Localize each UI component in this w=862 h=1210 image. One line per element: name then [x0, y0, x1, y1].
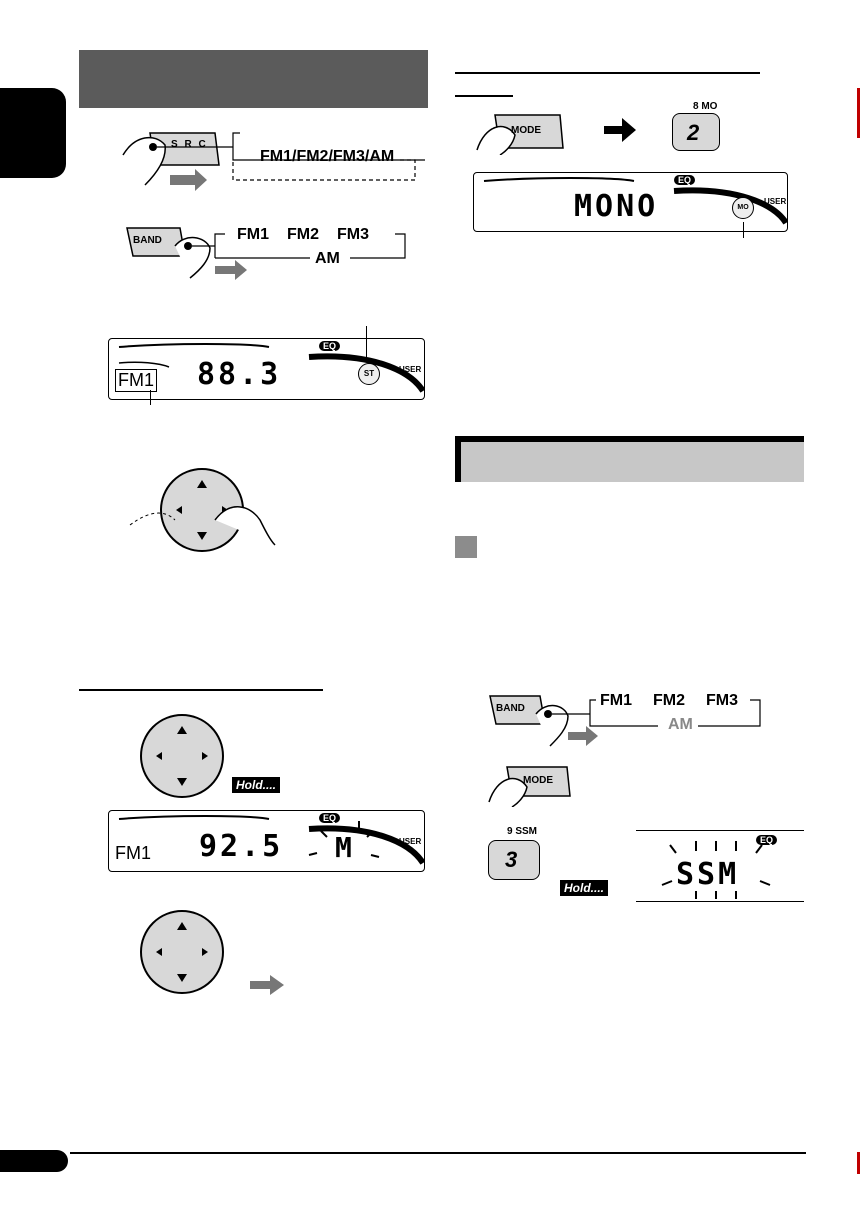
page-number-tab	[0, 1150, 68, 1172]
preset-2-button[interactable]	[672, 113, 720, 151]
ssm-band-fm2: FM2	[653, 692, 685, 709]
radio-display-preset	[108, 810, 425, 872]
mode-button-label: MODE	[511, 125, 541, 136]
src-flow-illustration	[115, 105, 435, 195]
ssm-display-text: SSM	[676, 857, 740, 892]
ssm-band-fm1: FM1	[600, 692, 632, 709]
subheading-rule-left	[79, 689, 323, 691]
ssm-display	[636, 830, 804, 902]
band-button-illustration	[125, 218, 425, 283]
st-callout-line	[366, 326, 367, 361]
preset-2-top-label: 8 MO	[693, 101, 718, 112]
section-header-bar	[79, 50, 428, 108]
eq-indicator: EQ	[674, 175, 695, 185]
display-mono-text: MONO	[574, 189, 659, 224]
tuning-arrows-icon	[142, 716, 222, 796]
preset-3-top-label: 9 SSM	[507, 826, 538, 837]
next-step-arrow-icon	[604, 118, 636, 142]
finger-illustration	[120, 480, 280, 550]
tuning-control-hold[interactable]	[140, 714, 224, 798]
display-band: FM1	[115, 369, 157, 392]
user-indicator: USER	[399, 837, 422, 846]
hold-label: Hold....	[232, 777, 280, 793]
eq-indicator: EQ	[319, 341, 340, 351]
src-button-label: S R C	[171, 139, 208, 150]
stereo-indicator: ST	[358, 363, 380, 385]
ssm-band-am: AM	[668, 716, 693, 733]
subheading-rule-short	[455, 95, 513, 97]
band-am: AM	[315, 250, 340, 267]
tuning-control-store[interactable]	[140, 910, 224, 994]
mo-callout-line	[743, 222, 744, 238]
band-fm2: FM2	[287, 226, 319, 243]
ssm-mode-button[interactable]	[487, 762, 572, 807]
ssm-mode-button-label: MODE	[523, 775, 553, 786]
ssm-hold-label: Hold....	[560, 880, 608, 896]
preset-3-label: 3	[505, 847, 518, 872]
eq-indicator: EQ	[319, 813, 340, 823]
mode-button[interactable]	[475, 110, 565, 155]
user-indicator: USER	[764, 197, 787, 206]
display-band: FM1	[115, 843, 151, 863]
preset-2-label: 2	[687, 120, 700, 145]
mono-indicator: MO	[732, 197, 754, 219]
band-callout-line	[150, 390, 151, 405]
step-bullet	[455, 536, 477, 558]
subheading-rule	[455, 72, 760, 74]
ssm-band-flow	[488, 688, 768, 748]
press-arrow-icon	[250, 975, 285, 995]
radio-display-frequency	[108, 338, 425, 400]
footer-rule	[70, 1152, 806, 1154]
band-fm1: FM1	[237, 226, 269, 243]
language-tab	[0, 88, 66, 178]
eq-indicator: EQ	[756, 835, 777, 845]
margin-mark-bottom	[857, 1152, 860, 1174]
memory-indicator: M	[335, 831, 355, 864]
radio-display-mono	[473, 172, 788, 232]
display-frequency: 92.5	[199, 829, 284, 864]
display-frequency: 88.3	[197, 357, 282, 392]
preset-3-button[interactable]	[488, 840, 540, 880]
ssm-band-fm3: FM3	[706, 692, 738, 709]
margin-mark-top	[857, 88, 860, 138]
user-indicator: USER	[399, 365, 422, 374]
src-sequence-label: FM1/FM2/FM3/AM	[260, 148, 395, 165]
band-flow-illustration	[125, 218, 425, 283]
tuning-arrows-icon	[142, 912, 222, 992]
ssm-band-button-label: BAND	[496, 703, 525, 714]
section-header-light	[455, 436, 804, 482]
band-fm3: FM3	[337, 226, 369, 243]
flash-rays-icon	[636, 831, 804, 901]
band-button-label: BAND	[133, 235, 162, 246]
